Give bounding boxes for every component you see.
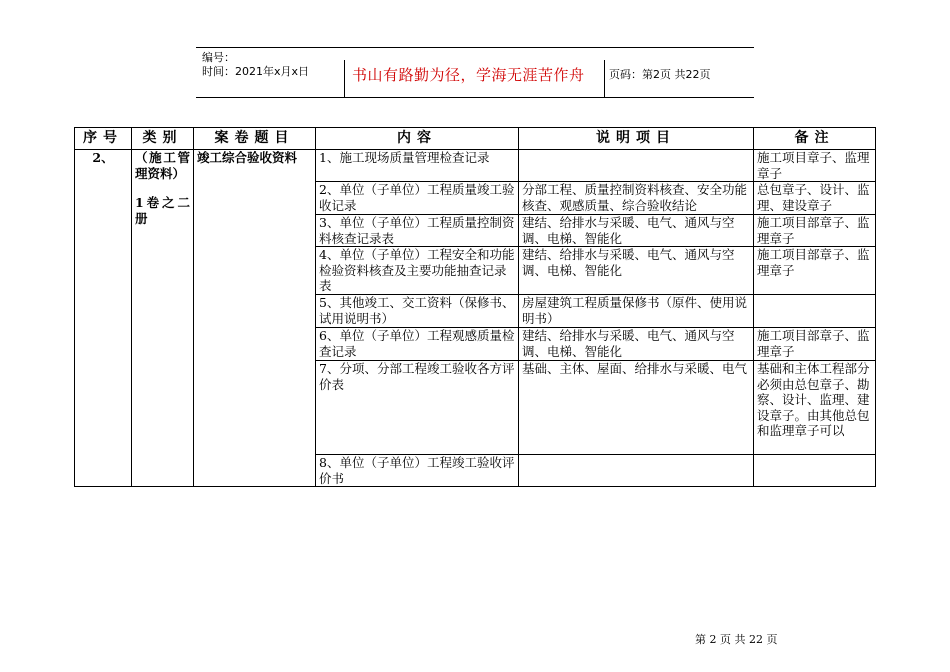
page-footer: 第 2 页 共 22 页 bbox=[695, 633, 778, 646]
content-cell: 7、分项、分部工程竣工验收各方评价表 bbox=[316, 361, 519, 455]
remark-cell bbox=[754, 295, 876, 328]
seq-number: 2、 bbox=[92, 150, 114, 165]
seq-cell bbox=[75, 150, 132, 487]
archive-table bbox=[74, 127, 876, 487]
content-cell: 8、单位（子单位）工程竣工验收评价书 bbox=[316, 455, 519, 487]
col-header-seq: 序号 bbox=[75, 128, 132, 150]
case-title-cell bbox=[194, 150, 316, 487]
content-cell: 1、施工现场质量管理检查记录 bbox=[316, 150, 519, 182]
description-cell: 建结、给排水与采暖、电气、通风与空调、电梯、智能化 bbox=[519, 247, 754, 295]
content-cell: 2、单位（子单位）工程质量竣工验收记录 bbox=[316, 182, 519, 215]
remark-cell: 施工项目部章子、监理章子 bbox=[754, 328, 876, 361]
content-cell: 5、其他竣工、交工资料（保修书、试用说明书） bbox=[316, 295, 519, 328]
col-header-category: 类别 bbox=[132, 128, 194, 150]
col-header-content: 内容 bbox=[316, 128, 519, 150]
case-title: 竣工综合验收资料 bbox=[197, 150, 298, 165]
description-cell: 建结、给排水与采暖、电气、通风与空调、电梯、智能化 bbox=[519, 215, 754, 247]
table-header-row bbox=[75, 128, 876, 150]
col-header-title: 案卷题目 bbox=[194, 128, 316, 150]
category-name: （施工管理资料） bbox=[135, 150, 190, 181]
header-meta bbox=[202, 51, 309, 79]
content-cell: 6、单位（子单位）工程观感质量检查记录 bbox=[316, 328, 519, 361]
description-cell: 建结、给排水与采暖、电气、通风与空调、电梯、智能化 bbox=[519, 328, 754, 361]
remark-cell: 施工项目部章子、监理章子 bbox=[754, 247, 876, 295]
description-cell: 基础、主体、屋面、给排水与采暖、电气 bbox=[519, 361, 754, 455]
page-header bbox=[196, 47, 754, 98]
description-cell bbox=[519, 455, 754, 487]
category-cell bbox=[132, 150, 194, 487]
category-volume: 1卷之二册 bbox=[135, 195, 190, 226]
description-cell bbox=[519, 150, 754, 182]
remark-cell: 基础和主体工程部分必须由总包章子、勘察、设计、监理、建设章子。由其他总包和监理章子可以 bbox=[754, 361, 876, 455]
description-cell: 分部工程、质量控制资料核查、安全功能核查、观感质量、综合验收结论 bbox=[519, 182, 754, 215]
content-cell: 3、单位（子单位）工程质量控制资料核查记录表 bbox=[316, 215, 519, 247]
table-row bbox=[75, 150, 876, 182]
remark-cell: 施工项目部章子、监理章子 bbox=[754, 215, 876, 247]
number-label: 编号： bbox=[202, 51, 235, 64]
col-header-remark: 备注 bbox=[754, 128, 876, 150]
header-divider bbox=[344, 60, 345, 97]
content-cell: 4、单位（子单位）工程安全和功能检验资料核查及主要功能抽查记录表 bbox=[316, 247, 519, 295]
header-motto: 书山有路勤为径，学海无涯苦作舟 bbox=[352, 66, 585, 84]
description-cell: 房屋建筑工程质量保修书（原件、使用说明书） bbox=[519, 295, 754, 328]
col-header-description: 说明项目 bbox=[519, 128, 754, 150]
header-page-number: 页码：第2页 共22页 bbox=[609, 68, 711, 81]
header-divider bbox=[604, 60, 605, 97]
time-label: 时间：2021年x月x日 bbox=[202, 65, 310, 78]
remark-cell: 施工项目章子、监理章子 bbox=[754, 150, 876, 182]
remark-cell bbox=[754, 455, 876, 487]
remark-cell: 总包章子、设计、监理、建设章子 bbox=[754, 182, 876, 215]
